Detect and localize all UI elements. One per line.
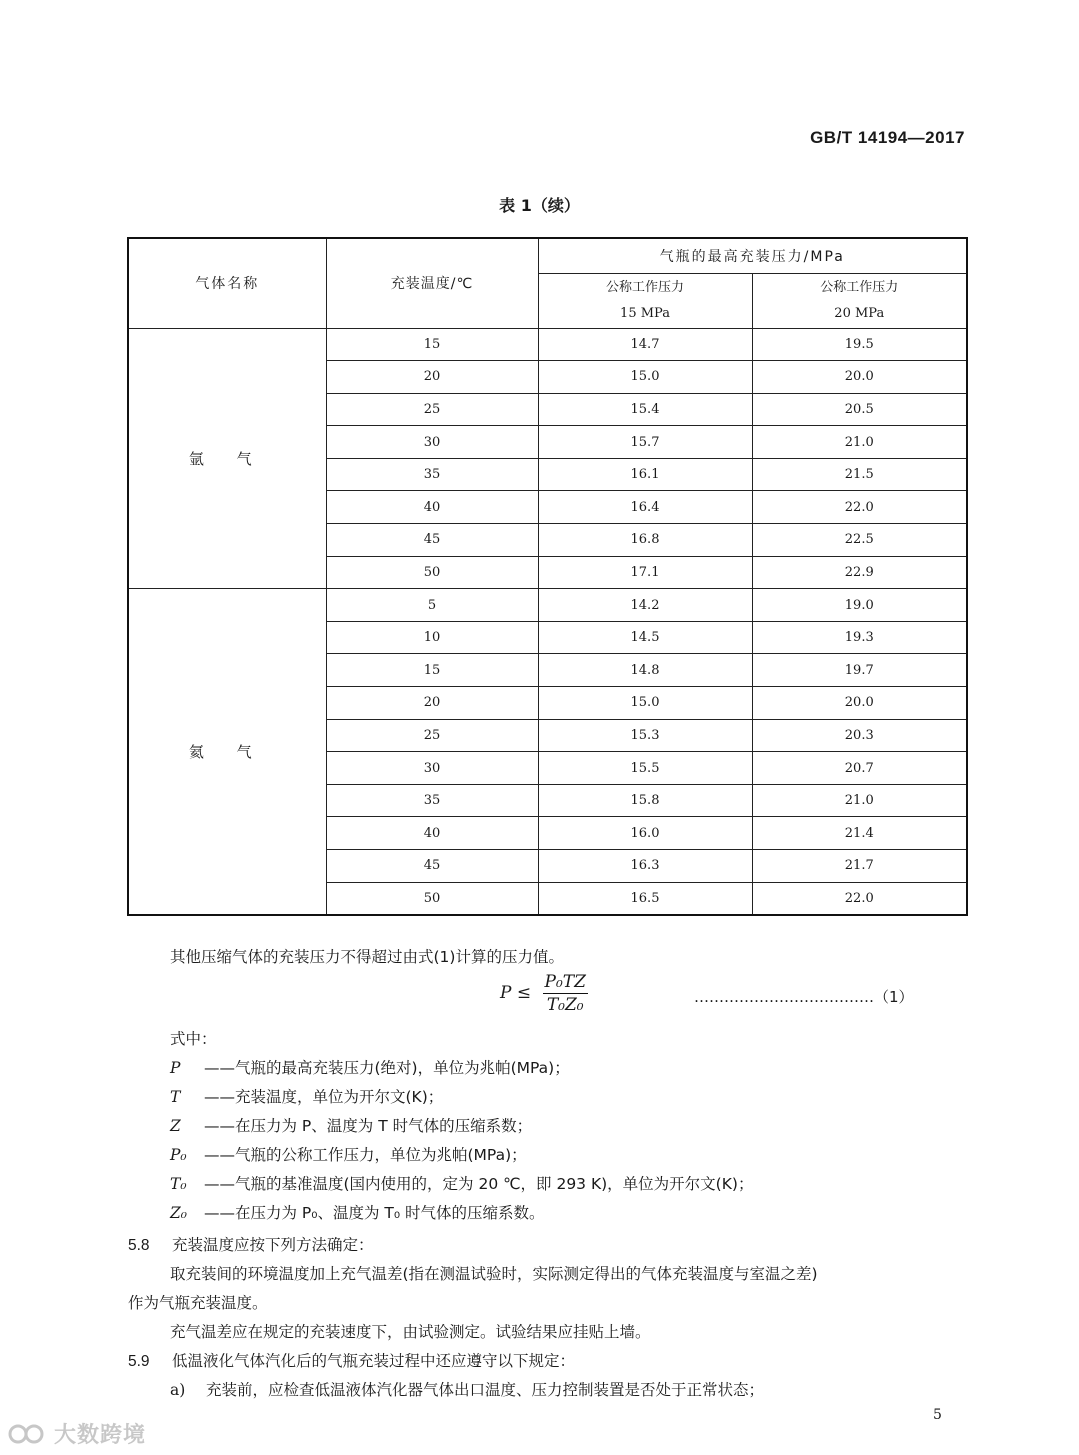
- watermark-logo-icon: [8, 1421, 48, 1447]
- section-number: 5.9: [128, 1353, 150, 1370]
- temp-cell: 15: [326, 654, 538, 687]
- p20-cell: 21.4: [752, 817, 967, 850]
- p20-cell: 22.0: [752, 882, 967, 915]
- p15-cell: 15.3: [538, 719, 752, 752]
- p20-cell: 21.0: [752, 426, 967, 459]
- temp-cell: 15: [326, 328, 538, 361]
- header-fill-temp: 充装温度/℃: [326, 238, 538, 328]
- section-title: 低温液化气体汽化后的气瓶充装过程中还应遵守以下规定：: [172, 1352, 576, 1370]
- temp-cell: 5: [326, 589, 538, 622]
- p15-cell: 16.0: [538, 817, 752, 850]
- p15-cell: 16.4: [538, 491, 752, 524]
- page-number: 5: [933, 1407, 942, 1423]
- definition-row: [170, 1114, 532, 1136]
- section-number: 5.8: [128, 1237, 150, 1254]
- temp-cell: 10: [326, 621, 538, 654]
- p20-cell: 21.7: [752, 850, 967, 883]
- p20-cell: 22.0: [752, 491, 967, 524]
- p20-cell: 20.0: [752, 687, 967, 720]
- section-5-8-paragraph-2: 充气温差应在规定的充装速度下，由试验测定。试验结果应挂贴上墙。: [170, 1323, 651, 1341]
- p15-cell: 16.5: [538, 882, 752, 915]
- definition-row: [170, 1143, 527, 1165]
- gas-name-helium: 氦 气: [128, 589, 326, 915]
- definition-symbol: Z₀: [170, 1204, 187, 1222]
- formula-numerator: P₀TZ: [544, 972, 586, 992]
- intro-paragraph: 其他压缩气体的充装压力不得超过由式(1)计算的压力值。: [170, 948, 564, 966]
- definition-text: ——气瓶的公称工作压力，单位为兆帕(MPa)；: [204, 1146, 527, 1164]
- table-row: [128, 328, 967, 361]
- item-text: 充装前，应检查低温液体汽化器气体出口温度、压力控制装置是否处于正常状态；: [206, 1381, 765, 1399]
- section-5-9-item-a: [170, 1378, 764, 1400]
- temp-cell: 45: [326, 524, 538, 557]
- definition-text: ——气瓶的基准温度(国内使用的，定为 20 ℃，即 293 K)，单位为开尔文(K)；: [204, 1175, 754, 1193]
- temp-cell: 50: [326, 882, 538, 915]
- definition-symbol: Z: [170, 1117, 181, 1135]
- definition-symbol: T: [170, 1088, 181, 1106]
- p15-cell: 15.8: [538, 784, 752, 817]
- formula-lhs: P ≤: [500, 983, 532, 1003]
- section-5-8-paragraph-1-cont: 作为气瓶充装温度。: [128, 1294, 268, 1312]
- definition-symbol: P₀: [170, 1146, 187, 1164]
- table-title: 表 1（续）: [499, 196, 580, 215]
- formula-denominator: T₀Z₀: [546, 995, 584, 1015]
- temp-cell: 45: [326, 850, 538, 883]
- p20-cell: 20.5: [752, 393, 967, 426]
- temp-cell: 40: [326, 491, 538, 524]
- temp-cell: 25: [326, 719, 538, 752]
- header-max-pressure: 气瓶的最高充装压力/MPa: [538, 238, 967, 273]
- p20-cell: 19.3: [752, 621, 967, 654]
- p20-cell: 19.7: [752, 654, 967, 687]
- header-20mpa: [752, 273, 967, 328]
- p15-cell: 17.1: [538, 556, 752, 589]
- definition-text: ——在压力为 P₀、温度为 T₀ 时气体的压缩系数。: [204, 1204, 545, 1222]
- formula-reference: ………………………………（1）: [694, 988, 914, 1006]
- p15-cell: 15.0: [538, 361, 752, 394]
- p20-cell: 20.0: [752, 361, 967, 394]
- section-5-9-heading: [128, 1349, 575, 1371]
- p20-cell: 19.0: [752, 589, 967, 622]
- definition-row: [170, 1172, 753, 1194]
- header-20mpa-line1: 公称工作压力: [820, 279, 899, 295]
- table-row: [128, 589, 967, 622]
- watermark: [8, 1418, 146, 1449]
- p15-cell: 16.1: [538, 458, 752, 491]
- temp-cell: 50: [326, 556, 538, 589]
- p15-cell: 15.4: [538, 393, 752, 426]
- p15-cell: 14.5: [538, 621, 752, 654]
- section-title: 充装温度应按下列方法确定：: [172, 1236, 374, 1254]
- p20-cell: 22.9: [752, 556, 967, 589]
- p15-cell: 16.3: [538, 850, 752, 883]
- temp-cell: 30: [326, 426, 538, 459]
- p20-cell: 20.3: [752, 719, 967, 752]
- pressure-table: [127, 237, 968, 916]
- temp-cell: 40: [326, 817, 538, 850]
- temp-cell: 30: [326, 752, 538, 785]
- definition-text: ——充装温度，单位为开尔文(K)；: [204, 1088, 444, 1106]
- watermark-text: 大数跨境: [54, 1423, 147, 1448]
- definition-row: [170, 1085, 443, 1107]
- p20-cell: 19.5: [752, 328, 967, 361]
- definition-symbol: T₀: [170, 1175, 187, 1193]
- header-15mpa-line2: 15 MPa: [620, 305, 670, 321]
- definition-symbol: P: [170, 1059, 181, 1077]
- temp-cell: 20: [326, 361, 538, 394]
- p20-cell: 21.5: [752, 458, 967, 491]
- header-15mpa: [538, 273, 752, 328]
- header-20mpa-line2: 20 MPa: [834, 305, 885, 321]
- formula-fraction: [543, 972, 588, 1015]
- p15-cell: 14.8: [538, 654, 752, 687]
- p20-cell: 22.5: [752, 524, 967, 557]
- temp-cell: 20: [326, 687, 538, 720]
- formula-1: [500, 972, 588, 1015]
- p15-cell: 15.5: [538, 752, 752, 785]
- standard-code: GB/T 14194—2017: [810, 128, 965, 147]
- temp-cell: 25: [326, 393, 538, 426]
- definition-text: ——在压力为 P、温度为 T 时气体的压缩系数；: [204, 1117, 533, 1135]
- definition-row: [170, 1056, 570, 1078]
- p15-cell: 14.2: [538, 589, 752, 622]
- p15-cell: 15.7: [538, 426, 752, 459]
- definition-row: [170, 1201, 545, 1223]
- p20-cell: 20.7: [752, 752, 967, 785]
- p20-cell: 21.0: [752, 784, 967, 817]
- p15-cell: 15.0: [538, 687, 752, 720]
- temp-cell: 35: [326, 784, 538, 817]
- section-5-8-paragraph-1: 取充装间的环境温度加上充气温差(指在测温试验时，实际测定得出的气体充装温度与室温之差): [170, 1265, 818, 1283]
- item-label: a): [170, 1381, 186, 1399]
- header-15mpa-line1: 公称工作压力: [605, 279, 684, 295]
- where-label: 式中：: [170, 1030, 217, 1048]
- gas-name-argon: 氩 气: [128, 328, 326, 589]
- p15-cell: 16.8: [538, 524, 752, 557]
- p15-cell: 14.7: [538, 328, 752, 361]
- definition-text: ——气瓶的最高充装压力(绝对)，单位为兆帕(MPa)；: [204, 1059, 570, 1077]
- temp-cell: 35: [326, 458, 538, 491]
- header-gas-name: 气体名称: [128, 238, 326, 328]
- section-5-8-heading: [128, 1233, 374, 1255]
